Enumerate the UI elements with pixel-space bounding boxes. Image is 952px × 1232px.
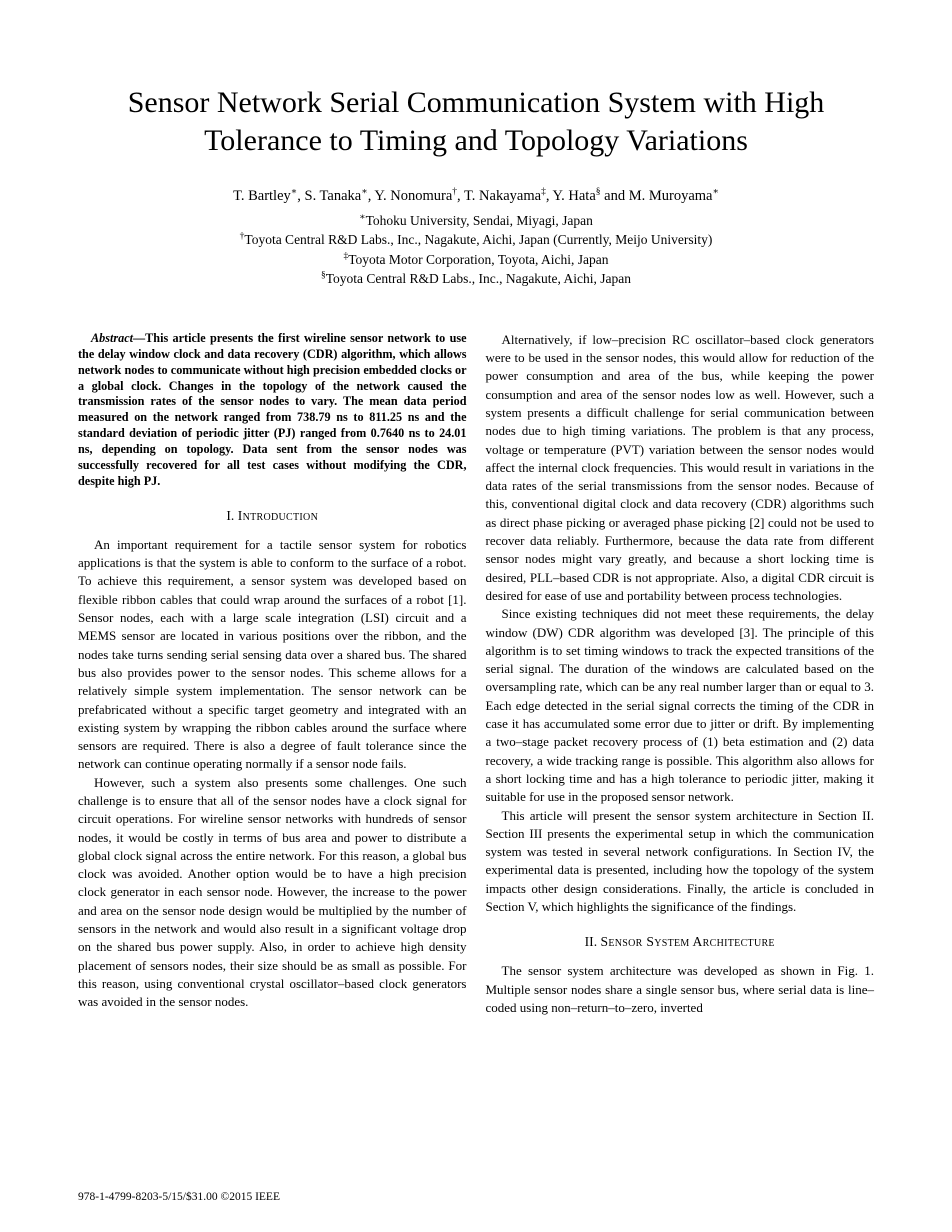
author-mark: §: [595, 186, 601, 197]
affiliation-mark: §: [320, 270, 326, 281]
section-heading-introduction: [78, 508, 467, 524]
author-mark: ∗: [290, 186, 298, 197]
author-name: Y. Hata: [552, 187, 596, 204]
author-name: M. Muroyama: [628, 187, 713, 204]
section-title: Introduction: [237, 507, 319, 523]
author-mark: ∗: [712, 186, 719, 197]
affiliation-mark: ‡: [343, 251, 349, 262]
section-number: I.: [226, 507, 235, 523]
author-mark: †: [452, 186, 458, 197]
paragraph: This article will present the sensor system architecture in Section II. Section III presents the experimental setup in which the communication system was tested in several network configurations. In Section IV, the experimental data is presented, including how the topology of the system impacts other design considerations. Finally, the article is concluded in Section V, which highlights the significance of the findings.: [485, 807, 874, 914]
paper-title: Sensor Network Serial Communication System with High Tolerance to Timing and Topology Variations: [127, 86, 825, 158]
affiliation-line: †Toyota Central R&D Labs., Inc., Nagakute, Aichi, Japan (Currently, Meijo University): [239, 231, 713, 248]
right-column: [486, 331, 875, 1017]
abstract: [78, 331, 467, 490]
section-number: II.: [584, 934, 598, 950]
section-heading-architecture: [486, 934, 875, 950]
paragraph: Since existing techniques did not meet these requirements, the delay window (DW) CDR algorithm was developed [3]. The principle of this algorithm is to set timing windows to track the expected transitions of the serial signal. The duration of the windows are calculated based on the oversampling rate, which can be any real number larger than or equal to 3. Each edge detected in the serial signal corrects the timing of the CDR in case it has accumulated some error due to jitter or drift. By implementing a two–stage packet recovery process of (1) beta estimation and (2) data recovery, a wide tracking range is possible. This algorithm also allows for a short locking time and has a high tolerance to periodic jitter, making it suitable for use in the proposed sensor network.: [485, 606, 874, 805]
two-column-body: [78, 331, 874, 1017]
copyright-notice: 978-1-4799-8203-5/15/$31.00 ©2015 IEEE: [78, 1191, 280, 1203]
section-title: Sensor System Architecture: [600, 934, 775, 950]
affiliation-line: §Toyota Central R&D Labs., Inc., Nagakute, Aichi, Japan: [320, 270, 632, 287]
paragraph: Alternatively, if low–precision RC oscillator–based clock generators were to be used in the sensor nodes, this would allow for reduction of the power consumption and area of the bus, while keeping the power consumption and area of the sensor nodes low as well. However, such a system presents a difficult challenge for serial communication between nodes due to high timing variations. The problem is that any process, voltage or temperature (PVT) variation between the sensor nodes would affect the internal clock frequencies. This would result in variations in the data rates of the serial transmissions from the sensor nodes. Because of this, conventional digital clock and data recovery (CDR) algorithms such as direct phase picking or averaged phase picking [2] could not be used to recover data reliably. Furthermore, because the data rate from different sensor nodes might vary greatly, and because a short locking time is desired, PLL–based CDR is not appropriate. Also, a digital CDR circuit is desired for ease of use and portability between process technologies.: [485, 331, 874, 603]
abstract-text: This article presents the first wireline sensor network to use the delay window clock and data recovery (CDR) algorithm, which allows network nodes to communicate without high precision embedded clocks or a global clock. Changes in the topology of the network caused the transmission rates of the sensor nodes to vary. The mean data period measured on the network ranged from 738.79 ns to 811.25 ns and the standard deviation of periodic jitter (PJ) ranged from 0.7640 ns to 24.01 ns, depending on topology. Data sent from the sensor nodes was successfully recovered for all test cases without modifying the CDR, despite high PJ.: [78, 330, 467, 488]
paragraph: The sensor system architecture was developed as shown in Fig. 1. Multiple sensor nodes share a single sensor bus, where serial data is line–coded using non–return–to–zero, inverted: [485, 963, 874, 1015]
affiliation-line: ‡Toyota Motor Corporation, Toyota, Aichi, Japan: [343, 251, 609, 267]
paragraph: However, such a system also presents some challenges. One such challenge is to ensure that all of the sensor nodes have a clock signal for circuit operations. For wireline sensor networks with hundreds of sensor nodes, it would be costly in terms of bus area and power to distribute a global clock signal across the entire network. For this reason, a global bus clock was avoided. Another option would be to have a high precision clock generator in each sensor node. However, the increase to the power and area on the sensor node design would be multiplied by the number of sensors in the network and would also result in a significant voltage drop on the shared bus power supply. Also, in order to achieve high density placement of sensors nodes, their size should be as small as possible. For this reason, using conventional crystal oscillator–based clock generators was avoided in the sensor nodes.: [78, 774, 467, 1010]
affiliation-line: ∗Tohoku University, Sendai, Miyagi, Japan: [359, 212, 593, 228]
author-name: Y. Nonomura: [374, 187, 453, 204]
affiliation-mark: ∗: [359, 212, 366, 223]
left-column: [78, 331, 467, 1017]
affiliation-mark: †: [239, 231, 245, 242]
author-mark: ∗: [361, 186, 368, 197]
abstract-label: Abstract—: [91, 330, 146, 345]
paragraph: An important requirement for a tactile sensor system for robotics applications is that the system is able to conform to the surface of a robot. To achieve this requirement, a sensor system was developed based on flexible ribbon cables that could wrap around the surfaces of a robot [1]. Sensor nodes, each with a large scale integration (LSI) circuit and a MEMS sensor are located in various positions over the ribbon, and the nodes take turns sending serial sensing data over a shared bus. The shared bus also provides power to the sensor nodes. This scheme allows for a relatively simple system implementation. The sensor network can be prefabricated without a specific target geometry and integrated with an existing system by wrapping the ribbon cables around the surface where sensors are required. There is also a degree of fault tolerance since the network can continue operating normally if a sensor node fails.: [78, 536, 467, 772]
author-mark: ‡: [541, 186, 546, 197]
affiliations: [78, 211, 874, 289]
authors-line: T. Bartley∗, S. Tanaka∗, Y. Nonomura†, T. Nakayama‡, Y. Hata§ and M. Muroyama∗: [233, 186, 719, 204]
author-name: S. Tanaka: [304, 187, 362, 204]
author-name: T. Nakayama: [464, 187, 542, 204]
author-name: T. Bartley: [233, 187, 291, 204]
